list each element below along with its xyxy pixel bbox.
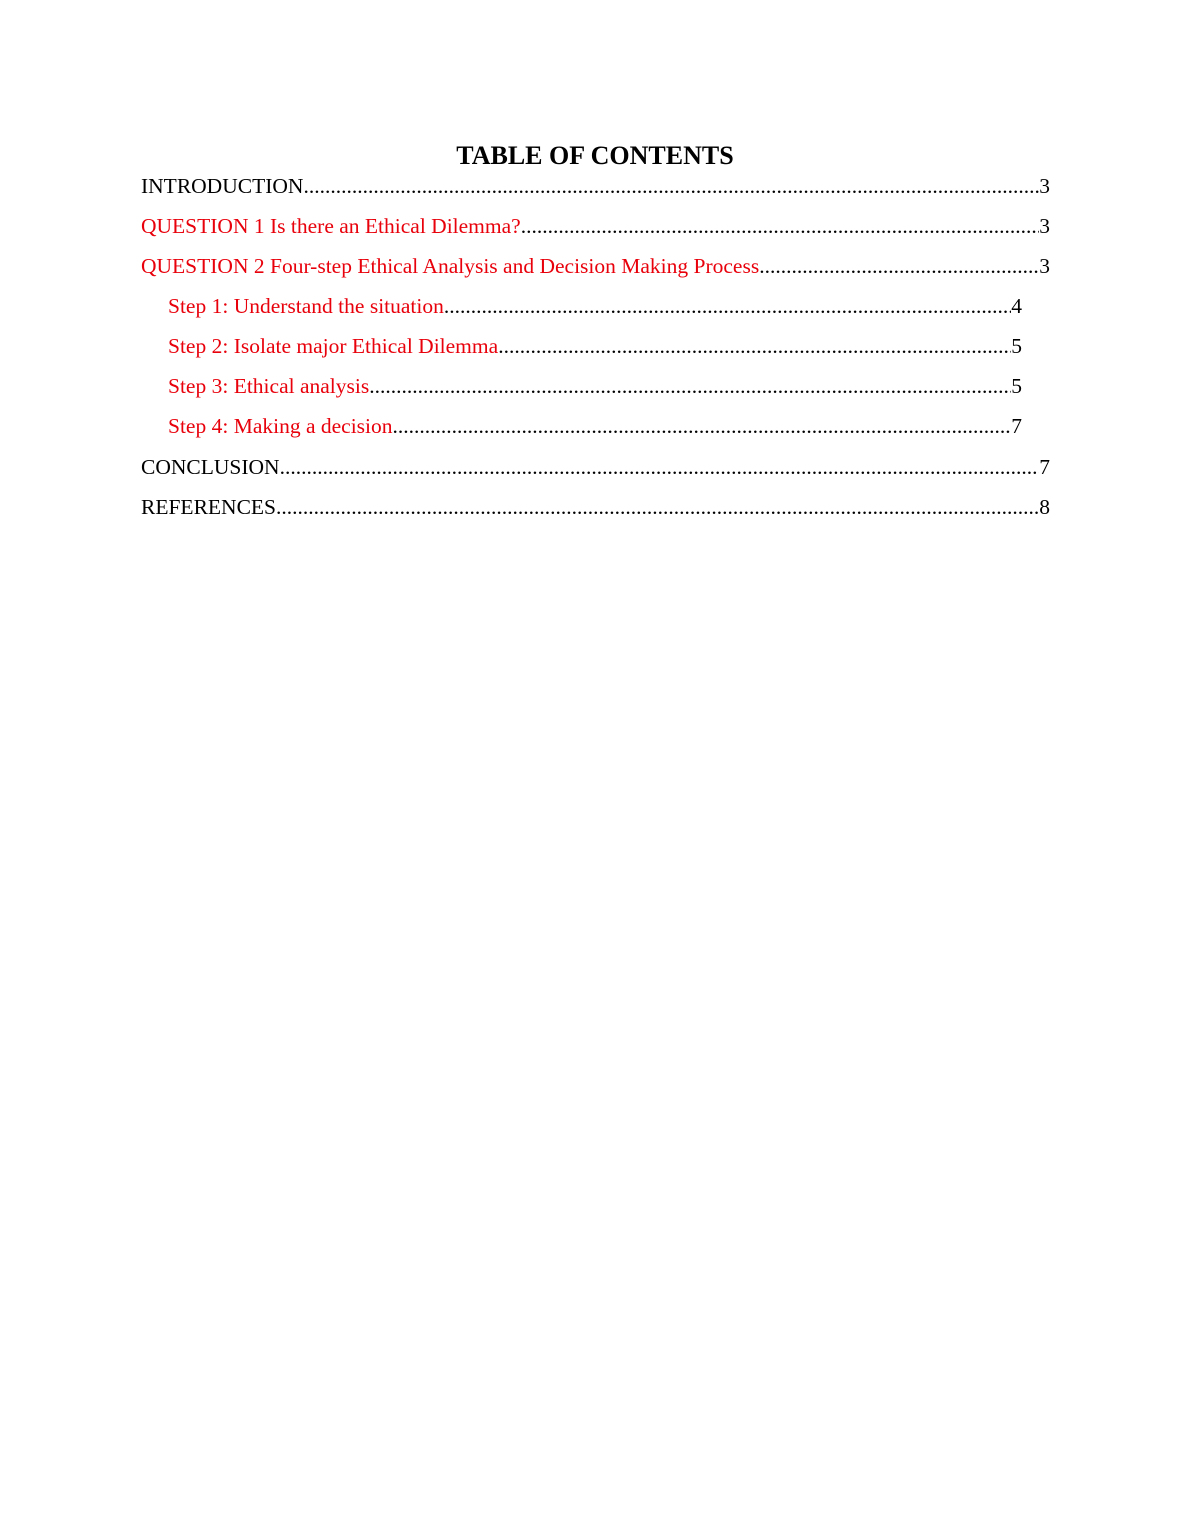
toc-page-number: 3 [1039,174,1050,198]
toc-dot-leader [521,211,1040,241]
toc-entry-references[interactable] [141,492,1050,522]
toc-dot-leader [444,291,1011,321]
toc-page-number: 3 [1039,214,1050,238]
toc-entry-text: QUESTION 1 Is there an Ethical Dilemma? [141,214,521,238]
toc-dot-leader [369,371,1011,401]
toc-page-number: 4 [1011,294,1022,318]
toc-dot-leader [759,251,1039,281]
toc-page-number: 8 [1039,495,1050,519]
toc-page-number: 7 [1039,455,1050,479]
toc-entry-step-2[interactable] [168,331,1022,361]
toc-entry-text: CONCLUSION [141,455,280,479]
toc-dot-leader [303,171,1039,201]
toc-entry-step-3[interactable] [168,371,1022,401]
toc-page-number: 5 [1011,334,1022,358]
toc-entry-text: Step 3: Ethical analysis [168,374,370,398]
toc-entry-step-4[interactable] [168,411,1022,441]
toc-dot-leader [393,411,1012,441]
toc-entry-text: Step 2: Isolate major Ethical Dilemma [168,334,499,358]
toc-entry-question-1[interactable] [141,211,1050,241]
toc-entry-question-2[interactable] [141,251,1050,281]
toc-page-number: 7 [1011,414,1022,438]
toc-entry-text: QUESTION 2 Four-step Ethical Analysis and Decision Making Process [141,254,760,278]
toc-entry-text: Step 1: Understand the situation [168,294,444,318]
toc-dot-leader [276,492,1039,522]
toc-dot-leader [498,331,1011,361]
toc-entry-conclusion[interactable] [141,452,1050,482]
toc-title: TABLE OF CONTENTS [456,141,734,170]
toc-entry-text: INTRODUCTION [141,174,304,198]
toc-page-number: 3 [1039,254,1050,278]
toc-entry-text: Step 4: Making a decision [168,414,393,438]
toc-entry-step-1[interactable] [168,291,1022,321]
toc-page-number: 5 [1011,374,1022,398]
toc-dot-leader [280,452,1040,482]
toc-entry-introduction[interactable] [141,171,1050,201]
toc-entry-text: REFERENCES [141,495,276,519]
